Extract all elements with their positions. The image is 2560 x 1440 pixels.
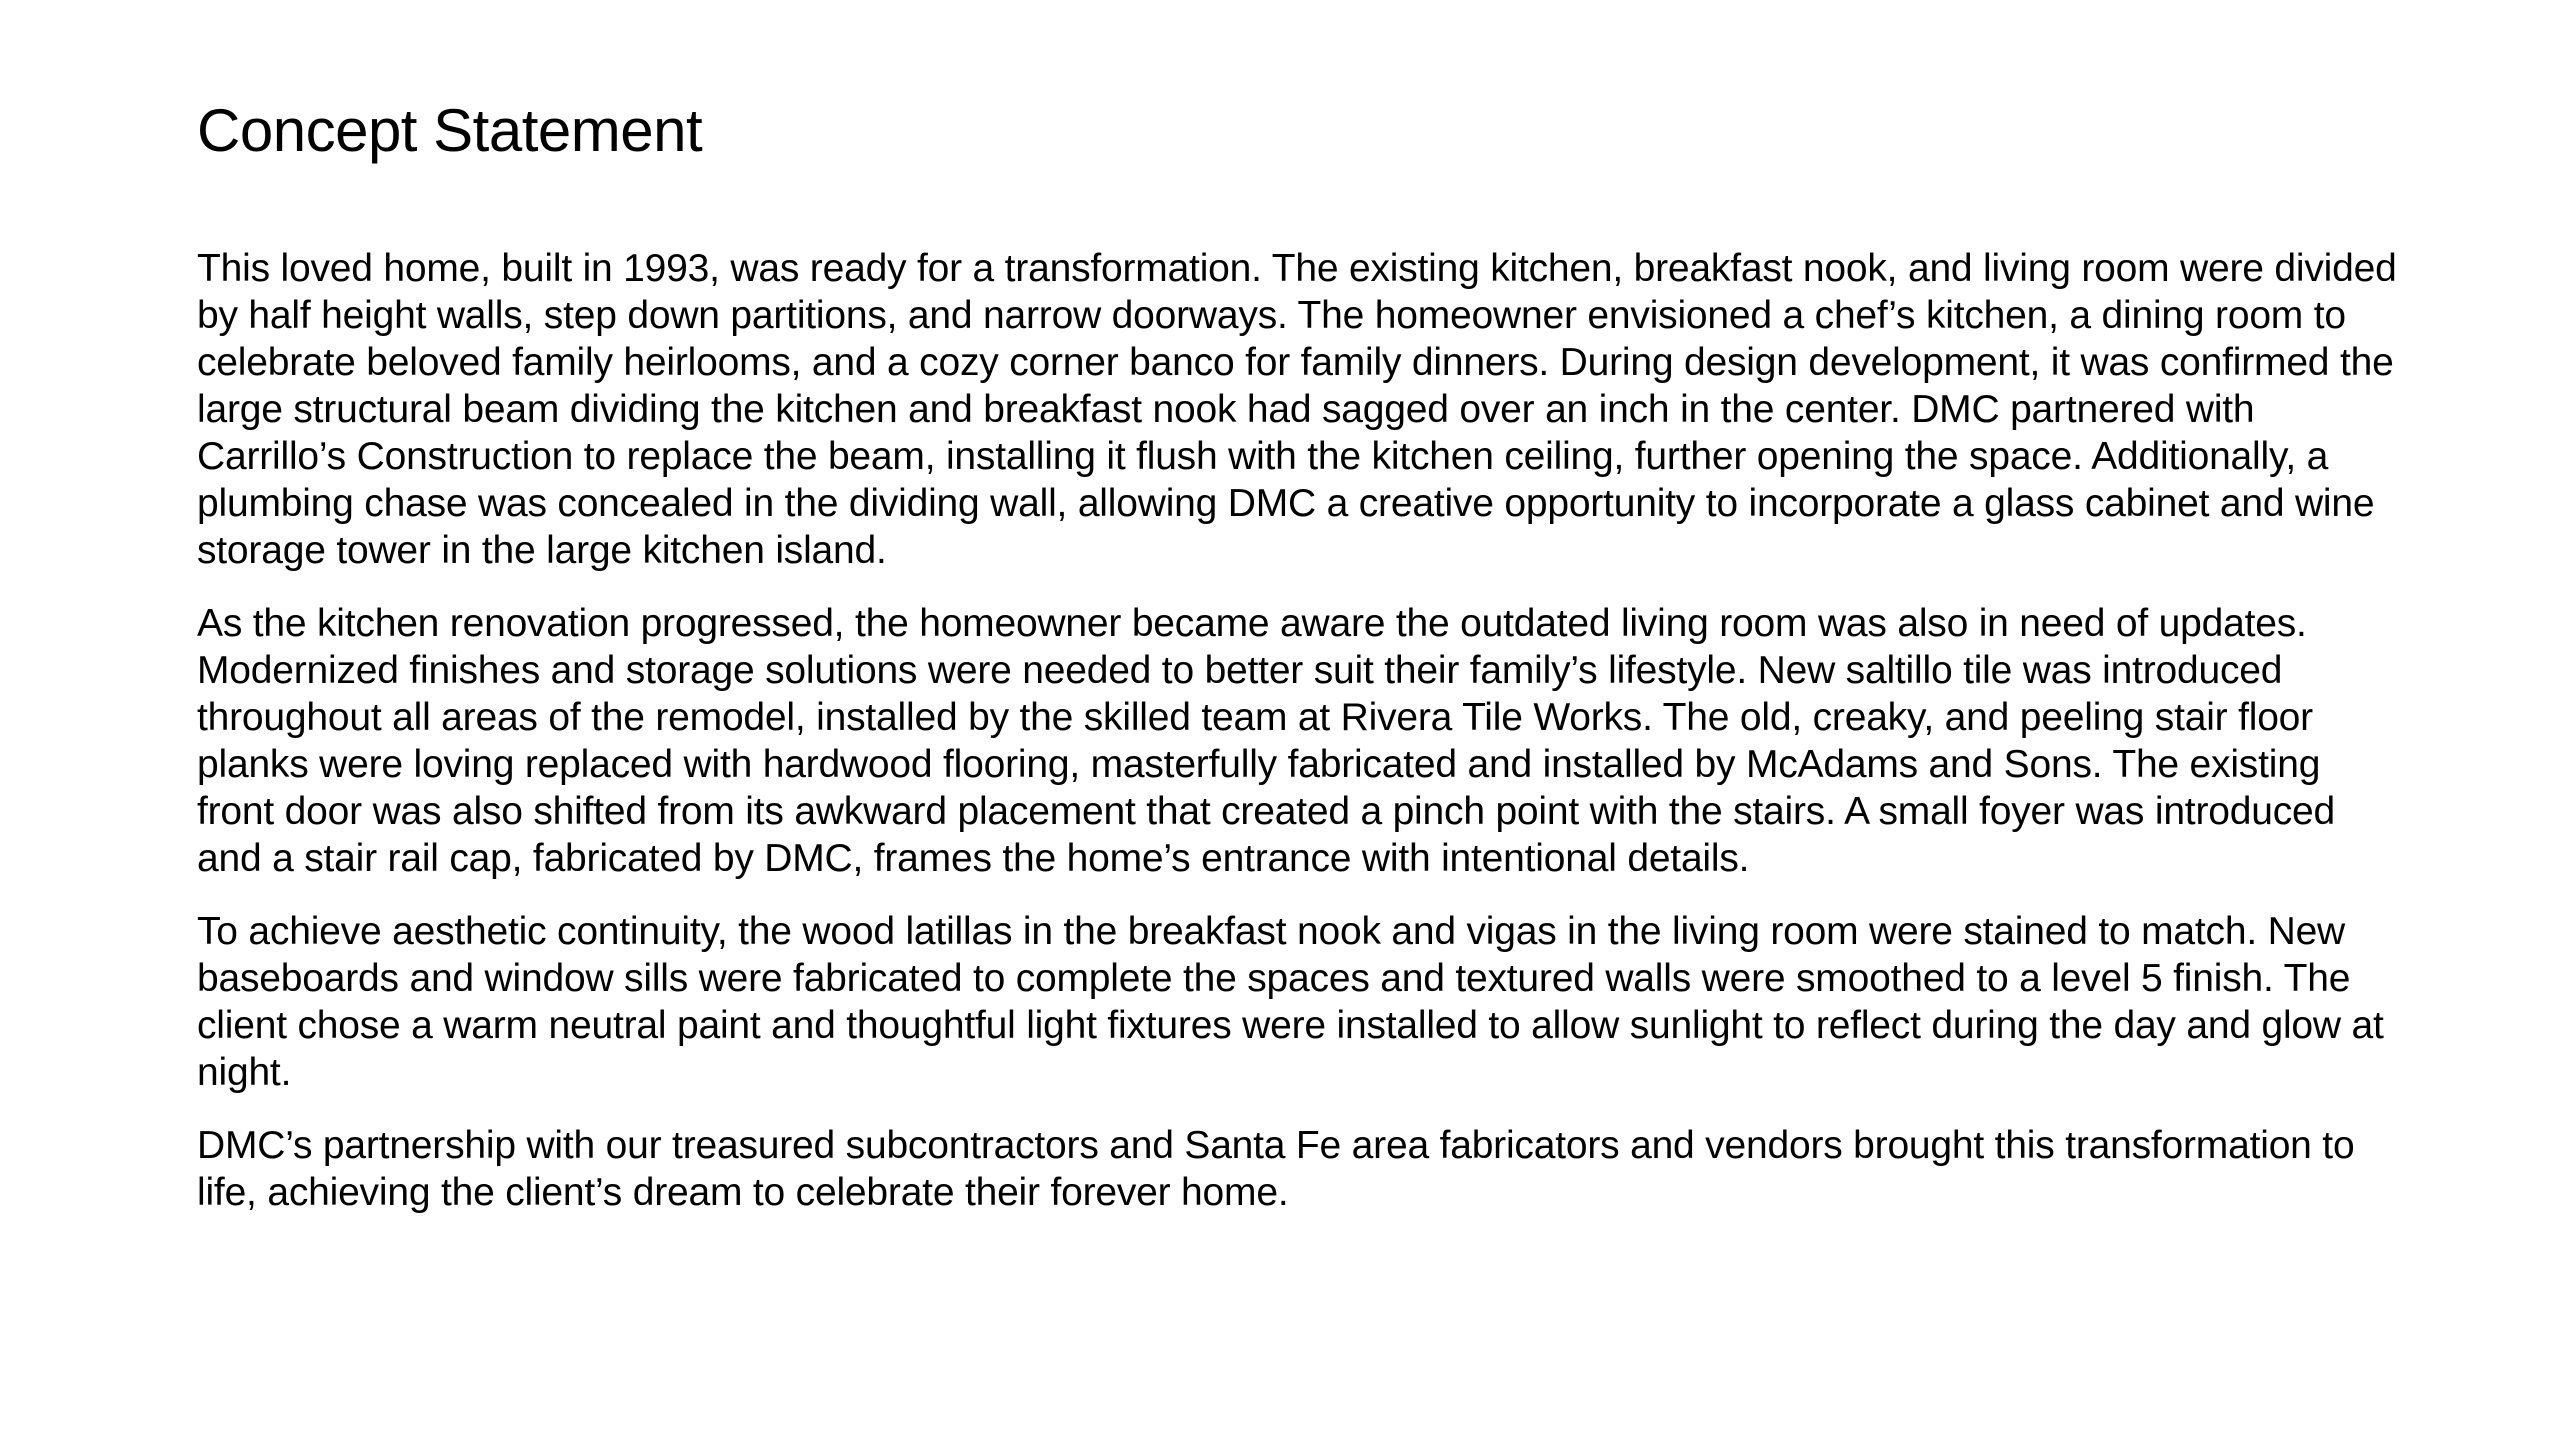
paragraph-3: To achieve aesthetic continuity, the wood latillas in the breakfast nook and vigas in the living room were stained to match. New baseboards and window sills were fabricated to complete the spaces and textured walls were smoothed to a level 5 finish. The client chose a warm neutral paint and thoughtful light fixtures were installed to allow sunlight to reflect during the day and glow at night. <box>197 910 2384 1094</box>
slide-title: Concept Statement <box>197 97 703 164</box>
paragraph-4: DMC’s partnership with our treasured subcontractors and Santa Fe area fabricators and vendors brought this transformation to life, achieving the client’s dream to celebrate their forever home. <box>197 1124 2355 1214</box>
paragraph-1: This loved home, built in 1993, was ready for a transformation. The existing kitchen, breakfast nook, and living room were divided by half height walls, step down partitions, and narrow doorways. The homeowner envisioned a chef’s kitchen, a dining room to celebrate beloved family heirlooms, and a cozy corner banco for family dinners. During design development, it was confirmed the large structural beam dividing the kitchen and breakfast nook had sagged over an inch in the center. DMC partnered with Carrillo’s Construction to replace the beam, installing it flush with the kitchen ceiling, further opening the space. Additionally, a plumbing chase was concealed in the dividing wall, allowing DMC a creative opportunity to incorporate a glass cabinet and wine storage tower in the large kitchen island. <box>197 247 2397 572</box>
paragraph-2: As the kitchen renovation progressed, the homeowner became aware the outdated living room was also in need of updates. Modernized finishes and storage solutions were needed to better suit their family’s lifestyle. New saltillo tile was introduced throughout all areas of the remodel, installed by the skilled team at Rivera Tile Works. The old, creaky, and peeling stair floor planks were loving replaced with hardwood flooring, masterfully fabricated and installed by McAdams and Sons. The existing front door was also shifted from its awkward placement that created a pinch point with the stairs. A small foyer was introduced and a stair rail cap, fabricated by DMC, frames the home’s entrance with intentional details. <box>197 602 2335 880</box>
concept-statement-body <box>197 245 2397 1242</box>
